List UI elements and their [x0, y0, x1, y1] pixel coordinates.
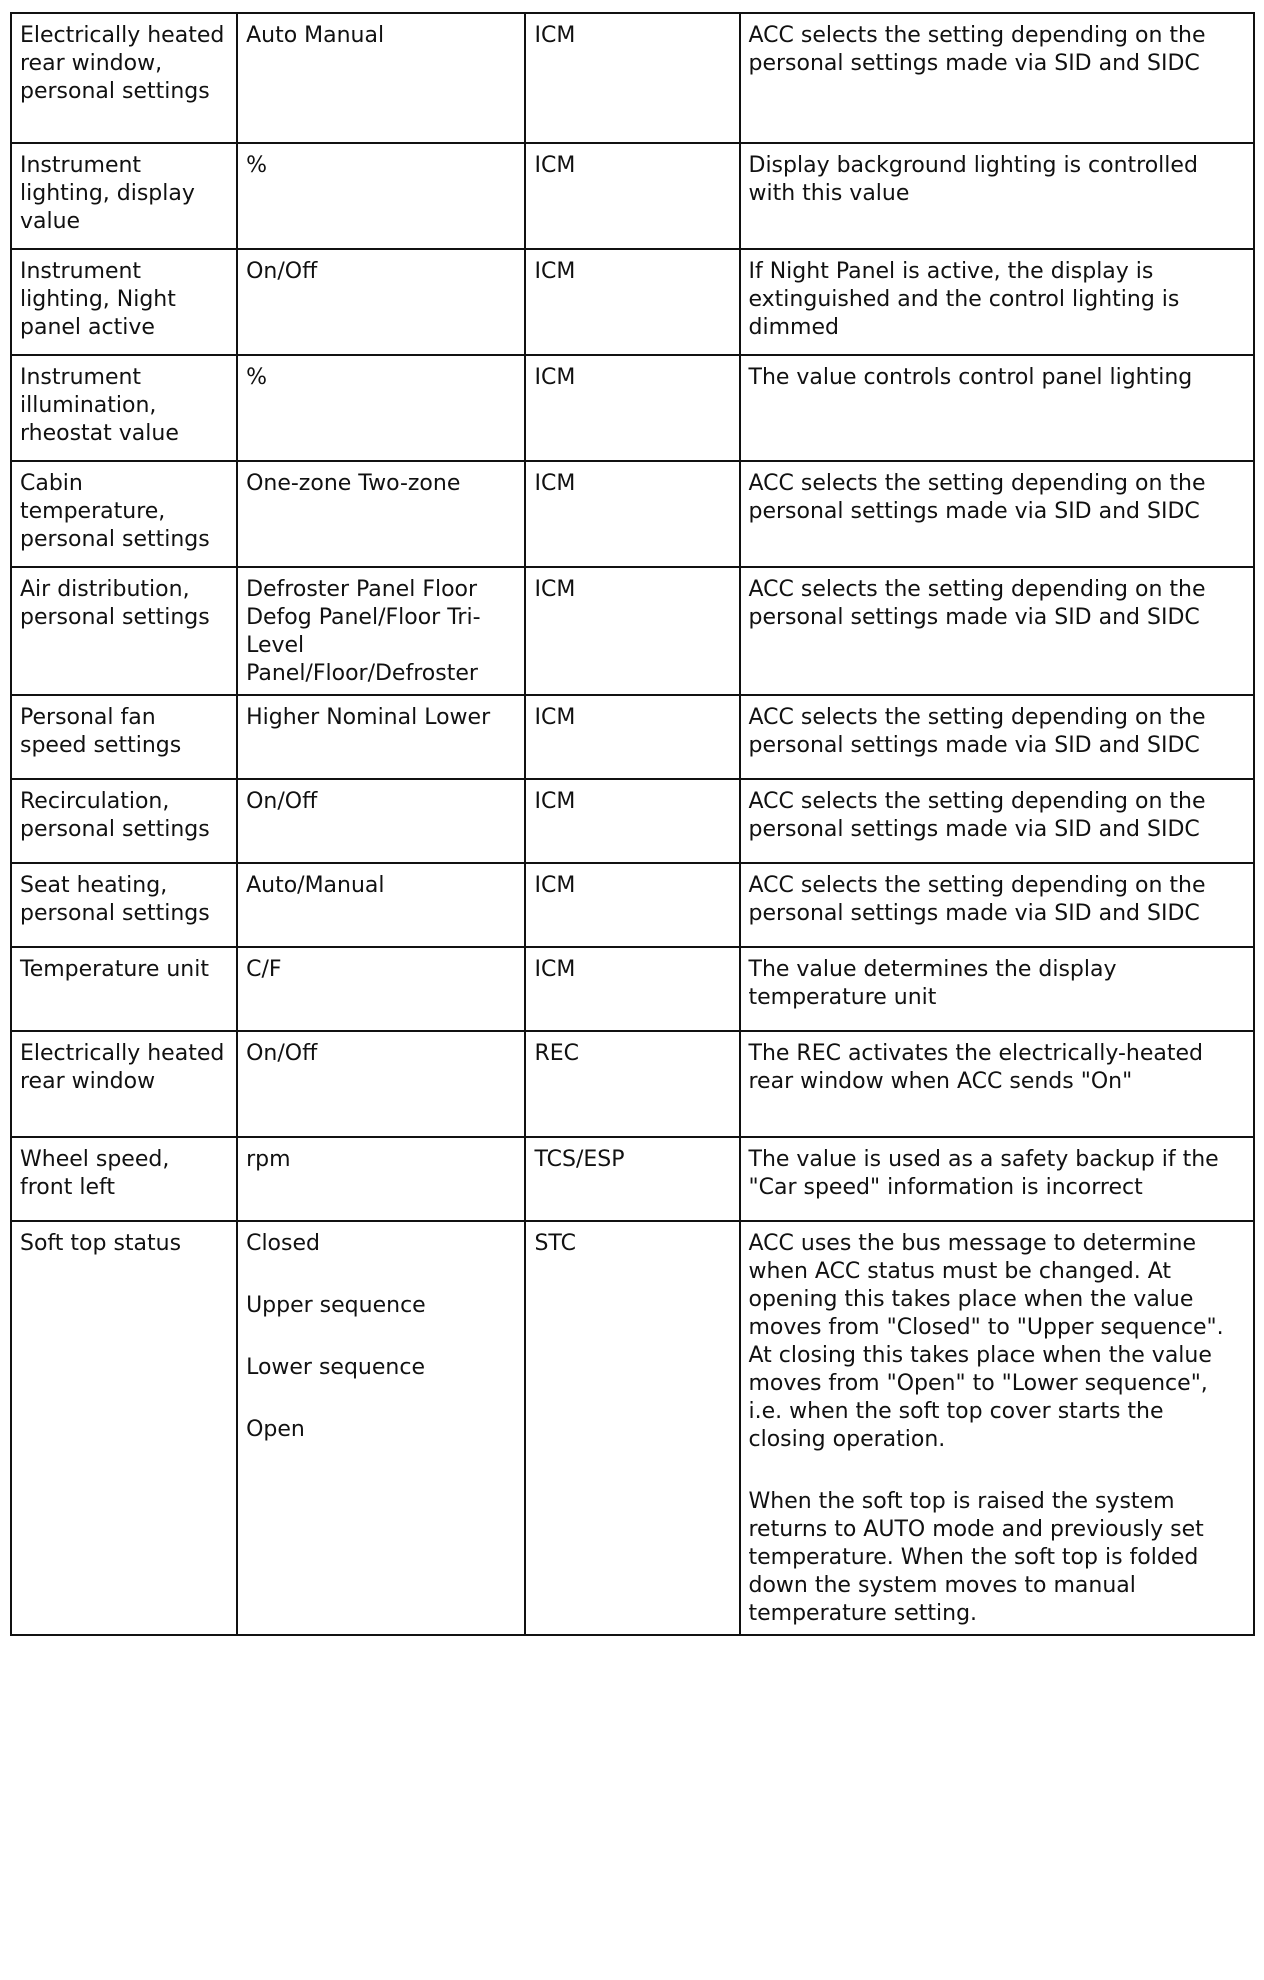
description-cell — [740, 1137, 1255, 1221]
table-row — [11, 779, 1254, 863]
description-cell — [740, 779, 1255, 863]
source-cell: ICM — [525, 779, 739, 863]
signal-cell: Temperature unit — [11, 947, 237, 1031]
value-line: % — [246, 365, 267, 390]
source-cell: TCS/ESP — [525, 1137, 739, 1221]
source-cell: ICM — [525, 567, 739, 695]
description-paragraph: ACC selects the setting depending on the personal settings made via SID and SIDC — [748, 789, 1206, 842]
source-cell: ICM — [525, 863, 739, 947]
description-cell — [740, 355, 1255, 461]
table-row — [11, 249, 1254, 355]
value-line: One-zone Two-zone — [246, 471, 461, 496]
table-row — [11, 567, 1254, 695]
value-cell — [237, 355, 525, 461]
description-paragraph: If Night Panel is active, the display is extinguished and the control lighting is dimmed — [748, 259, 1180, 340]
value-cell — [237, 779, 525, 863]
signal-cell: Seat heating, personal settings — [11, 863, 237, 947]
value-line: On/Off — [246, 1041, 318, 1066]
value-line: % — [246, 153, 267, 178]
signal-cell: Cabin temperature, personal settings — [11, 461, 237, 567]
signal-table — [10, 12, 1255, 1636]
signal-cell: Instrument lighting, Night panel active — [11, 249, 237, 355]
description-paragraph: The REC activates the electrically-heated rear window when ACC sends "On" — [748, 1041, 1204, 1094]
table-row — [11, 863, 1254, 947]
signal-cell: Instrument illumination, rheostat value — [11, 355, 237, 461]
value-line: Lower sequence — [246, 1355, 425, 1380]
table-row — [11, 13, 1254, 143]
description-paragraph: ACC uses the bus message to determine when ACC status must be changed. At opening this takes place when the value moves from "Closed" to "Upper sequence". At closing this takes place when the value moves from "Open" to "Lower sequence", i.e. when the soft top cover starts the closing operation. — [748, 1231, 1224, 1452]
description-paragraph: Display background lighting is controlled with this value — [748, 153, 1198, 206]
description-cell — [740, 249, 1255, 355]
value-line: Open — [246, 1417, 305, 1442]
value-cell — [237, 143, 525, 249]
description-paragraph: ACC selects the setting depending on the personal settings made via SID and SIDC — [748, 705, 1206, 758]
value-cell — [237, 1221, 525, 1635]
value-line: C/F — [246, 957, 282, 982]
signal-cell: Soft top status — [11, 1221, 237, 1635]
description-cell — [740, 1221, 1255, 1635]
source-cell: ICM — [525, 249, 739, 355]
description-cell — [740, 461, 1255, 567]
table-row — [11, 1137, 1254, 1221]
signal-cell: Wheel speed, front left — [11, 1137, 237, 1221]
description-paragraph: ACC selects the setting depending on the personal settings made via SID and SIDC — [748, 873, 1206, 926]
description-paragraph: The value controls control panel lighting — [748, 365, 1193, 390]
description-cell — [740, 1031, 1255, 1137]
value-cell — [237, 695, 525, 779]
source-cell: REC — [525, 1031, 739, 1137]
description-cell — [740, 143, 1255, 249]
table-row — [11, 355, 1254, 461]
description-paragraph: ACC selects the setting depending on the personal settings made via SID and SIDC — [748, 577, 1206, 630]
value-cell — [237, 1031, 525, 1137]
table-row — [11, 143, 1254, 249]
value-line: Higher Nominal Lower — [246, 705, 491, 730]
signal-cell: Instrument lighting, display value — [11, 143, 237, 249]
description-cell — [740, 695, 1255, 779]
value-line: Defroster Panel Floor Defog Panel/Floor Tri-Level Panel/Floor/Defroster — [246, 577, 481, 686]
description-paragraph: The value is used as a safety backup if the "Car speed" information is incorrect — [748, 1147, 1219, 1200]
signal-cell: Recirculation, personal settings — [11, 779, 237, 863]
value-cell — [237, 13, 525, 143]
source-cell: ICM — [525, 355, 739, 461]
value-cell — [237, 567, 525, 695]
description-cell — [740, 947, 1255, 1031]
signal-cell: Electrically heated rear window — [11, 1031, 237, 1137]
table-row — [11, 1221, 1254, 1635]
value-line: rpm — [246, 1147, 291, 1172]
value-cell — [237, 249, 525, 355]
value-cell — [237, 947, 525, 1031]
signal-cell: Air distribution, personal settings — [11, 567, 237, 695]
description-cell — [740, 13, 1255, 143]
source-cell: STC — [525, 1221, 739, 1635]
source-cell: ICM — [525, 695, 739, 779]
value-line: Upper sequence — [246, 1293, 426, 1318]
source-cell: ICM — [525, 461, 739, 567]
description-cell — [740, 567, 1255, 695]
table-body — [11, 13, 1254, 1635]
description-paragraph: When the soft top is raised the system returns to AUTO mode and previously set temperature. When the soft top is folded down the system moves to manual temperature setting. — [748, 1489, 1204, 1626]
signal-cell: Electrically heated rear window, personal settings — [11, 13, 237, 143]
description-cell — [740, 863, 1255, 947]
value-line: Closed — [246, 1231, 320, 1256]
signal-cell: Personal fan speed settings — [11, 695, 237, 779]
value-cell — [237, 461, 525, 567]
table-row — [11, 461, 1254, 567]
description-paragraph: The value determines the display temperature unit — [748, 957, 1117, 1010]
value-line: Auto/Manual — [246, 873, 385, 898]
value-cell — [237, 1137, 525, 1221]
table-row — [11, 947, 1254, 1031]
value-line: On/Off — [246, 789, 318, 814]
table-row — [11, 695, 1254, 779]
source-cell: ICM — [525, 143, 739, 249]
value-line: On/Off — [246, 259, 318, 284]
description-paragraph: ACC selects the setting depending on the personal settings made via SID and SIDC — [748, 471, 1206, 524]
source-cell: ICM — [525, 947, 739, 1031]
value-line: Auto Manual — [246, 23, 385, 48]
source-cell: ICM — [525, 13, 739, 143]
table-row — [11, 1031, 1254, 1137]
description-paragraph: ACC selects the setting depending on the personal settings made via SID and SIDC — [748, 23, 1206, 76]
value-cell — [237, 863, 525, 947]
